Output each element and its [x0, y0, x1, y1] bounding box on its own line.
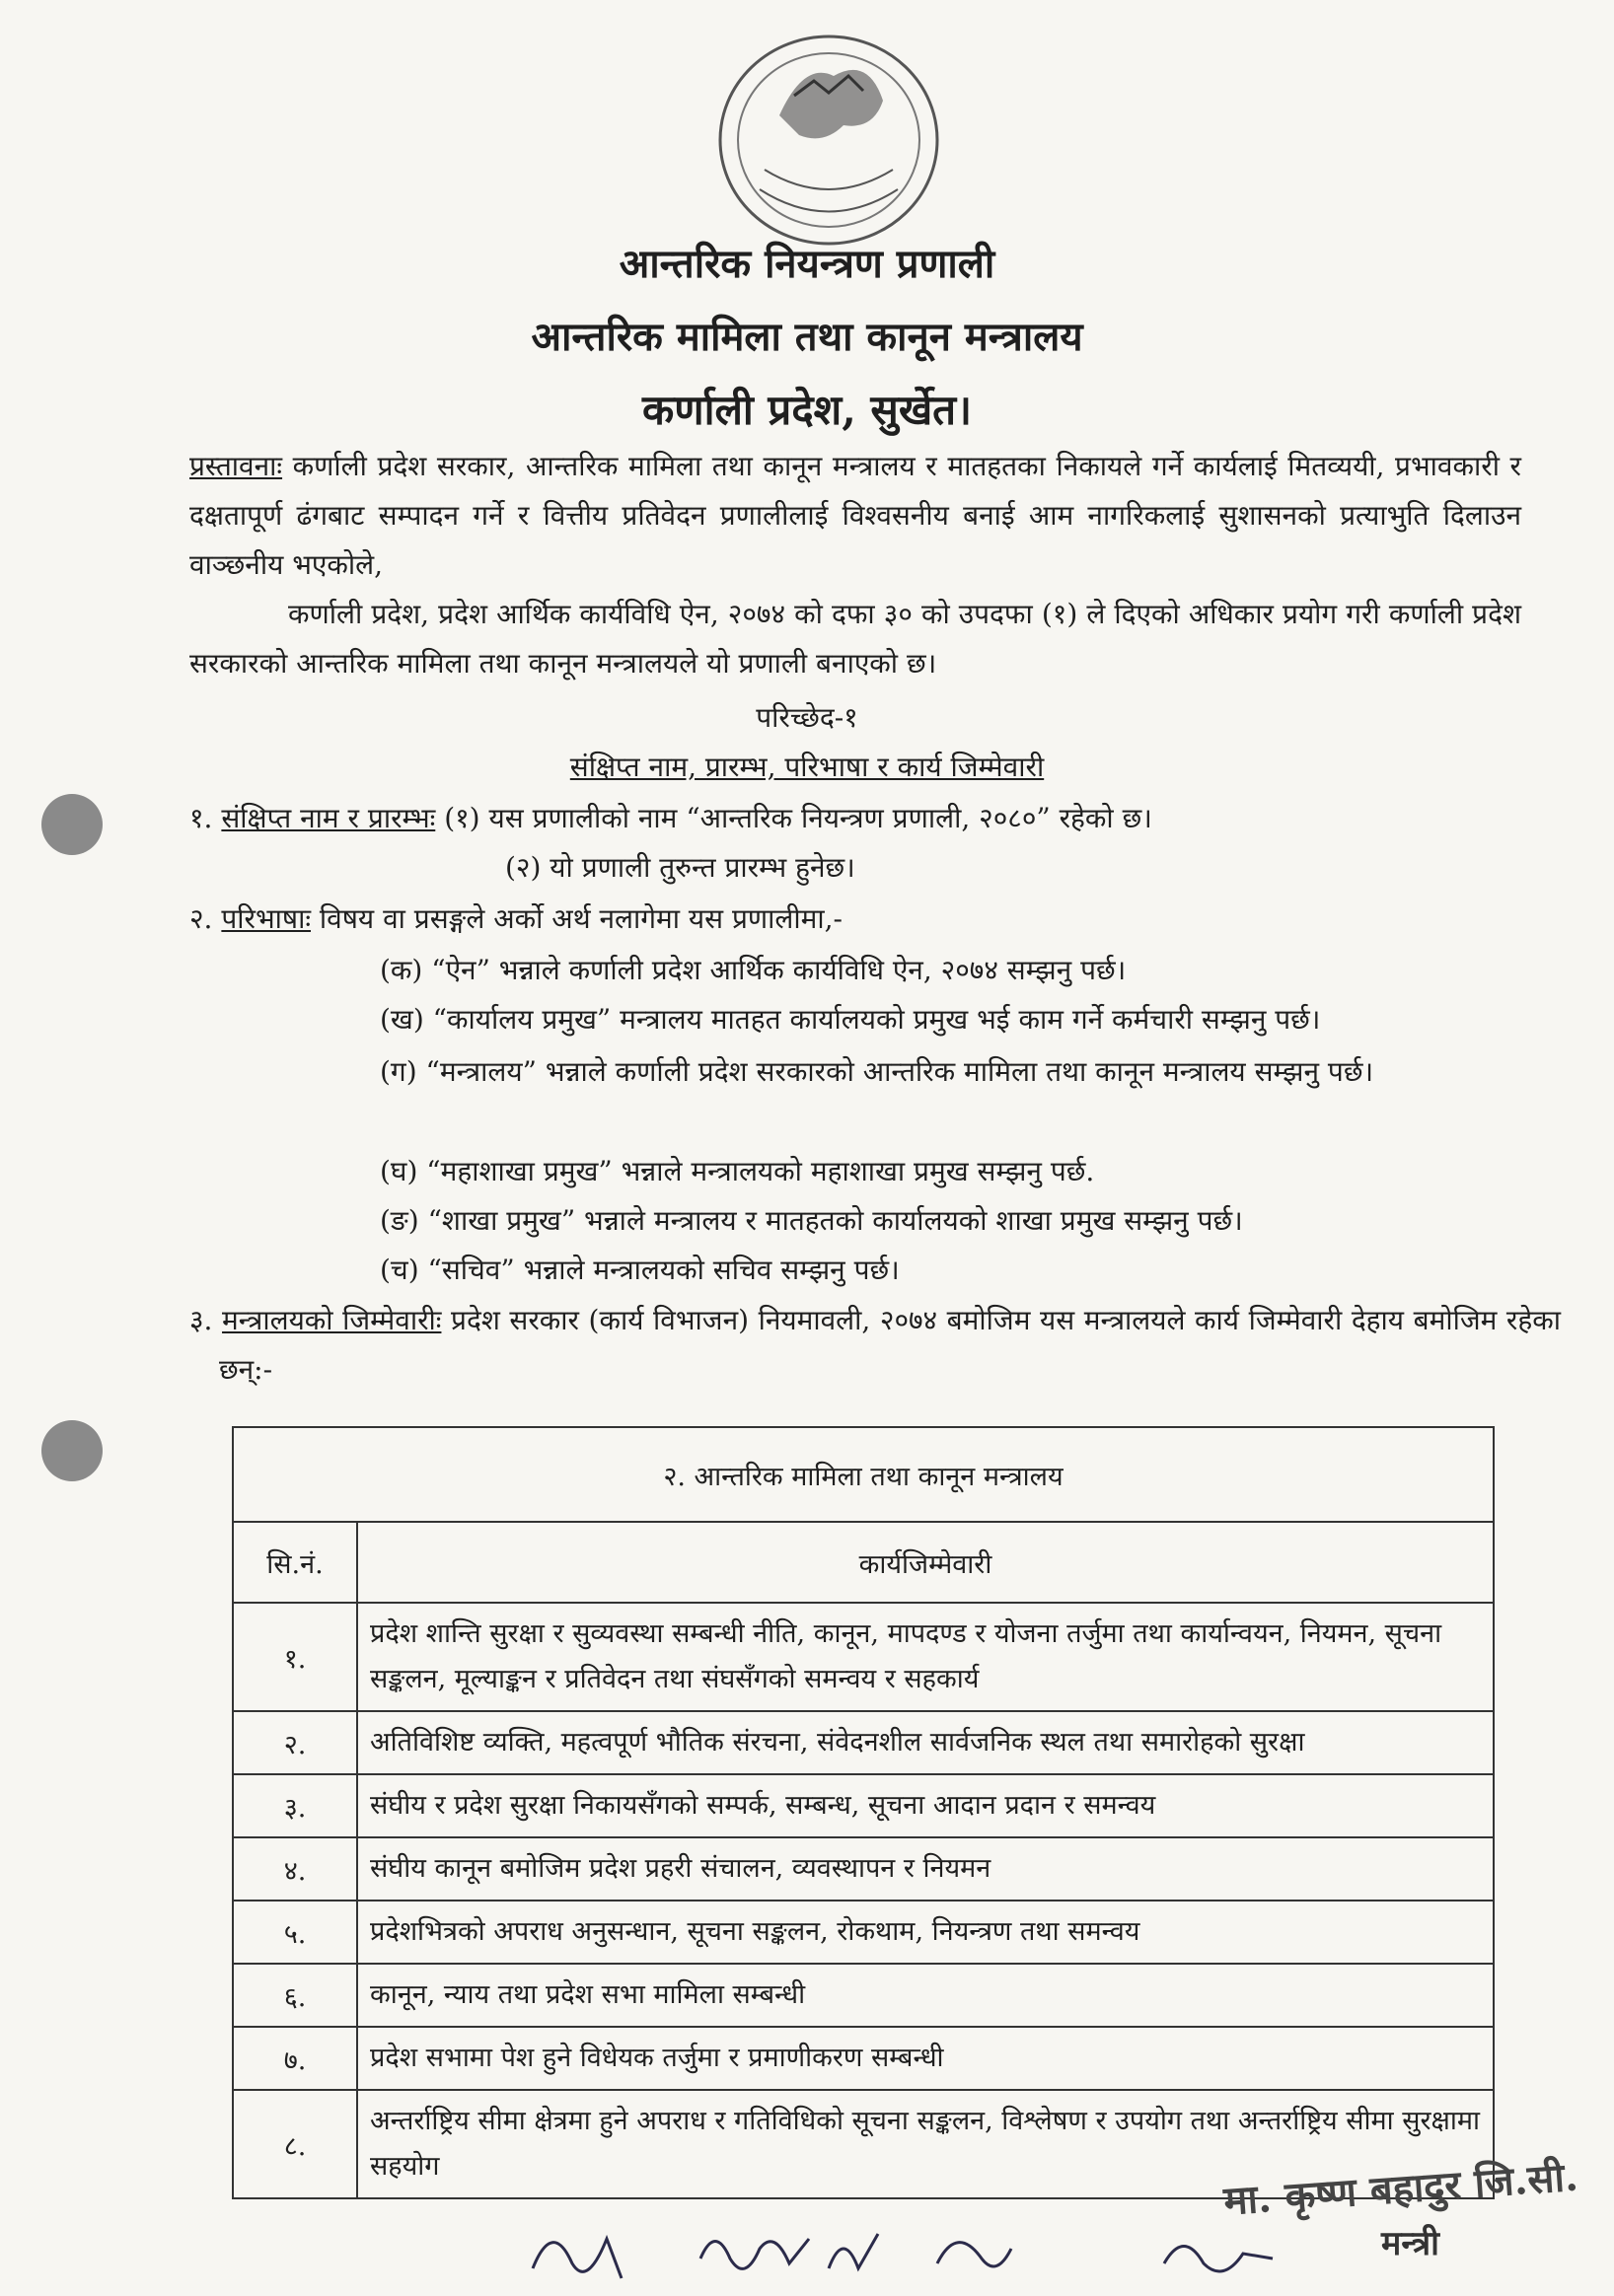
section-3-heading: मन्त्रालयको जिम्मेवारीः: [222, 1304, 442, 1336]
minister-title: मन्त्री: [1381, 2224, 1439, 2263]
definition-kha: (ख) “कार्यालय प्रमुख” मन्त्रालय मातहत कार्यालयको प्रमुख भई काम गर्ने कर्मचारी सम्झनु पर्छ।: [380, 1003, 1321, 1036]
preamble-text: कर्णाली प्रदेश सरकार, आन्तरिक मामिला तथा कानून मन्त्रालय र मातहतका निकायले गर्ने कार्यलाई मितव्ययी, प्रभावकारी र दक्षतापूर्ण ढंगबाट सम्पादन गर्ने र वित्तीय प्रतिवेदन प्रणालीलाई विश्वसनीय बनाई आम नागरिकलाई सुशासनको प्रत्याभुति दिलाउन वाञ्छनीय भएकोले,: [189, 450, 1521, 581]
section-3: ३. मन्त्रालयको जिम्मेवारीः प्रदेश सरकार (कार्य विभाजन) नियमावली, २०७४ बमोजिम यस मन्त्रालयले कार्य जिम्मेवारी देहाय बमोजिम रहेका छन्:-: [189, 1304, 1561, 1386]
signatures-icon: [513, 2209, 1322, 2296]
ministry-name: आन्तरिक मामिला तथा कानून मन्त्रालय: [531, 314, 1083, 360]
office-seal-icon: [705, 22, 952, 258]
document-title: आन्तरिक नियन्त्रण प्रणाली: [619, 241, 995, 287]
definition-ga: (ग) “मन्त्रालय” भन्नाले कर्णाली प्रदेश सरकारको आन्तरिक मामिला तथा कानून मन्त्रालय सम्झनु पर्छ।: [380, 1055, 1374, 1088]
table-row: ५. प्रदेशभित्रको अपराध अनुसन्धान, सूचना सङ्कलन, रोकथाम, नियन्त्रण तथा समन्वय: [233, 1901, 1494, 1964]
minister-name-stamp: मा. कृष्ण बहादुर जि.सी.: [1221, 2153, 1580, 2225]
province-location: कर्णाली प्रदेश, सुर्खेत।: [641, 386, 973, 434]
table-row: ८. अन्तर्राष्ट्रिय सीमा क्षेत्रमा हुने अपराध र गतिविधिको सूचना सङ्कलन, विश्लेषण र उपयोग तथा अन्तर्राष्ट्रिय सीमा सुरक्षामा सहयोग: [233, 2090, 1494, 2198]
preamble-label: प्रस्तावनाः: [189, 450, 283, 482]
section-1-clause-2: (२) यो प्रणाली तुरुन्त प्रारम्भ हुनेछ।: [505, 851, 855, 884]
chapter-title: संक्षिप्त नाम, प्रारम्भ, परिभाषा र कार्य जिम्मेवारी: [569, 751, 1045, 783]
section-2: २. परिभाषाः विषय वा प्रसङ्गले अर्को अर्थ नलागेमा यस प्रणालीमा,-: [189, 902, 844, 935]
responsibility-table: [232, 1426, 1495, 2199]
column-header-responsibility: कार्यजिम्मेवारी: [357, 1522, 1494, 1603]
table-row: ३. संघीय र प्रदेश सुरक्षा निकायसँगको सम्पर्क, सम्बन्ध, सूचना आदान प्रदान र समन्वय: [233, 1774, 1494, 1837]
table-row: ४. संघीय कानून बमोजिम प्रदेश प्रहरी संचालन, व्यवस्थापन र नियमन: [233, 1837, 1494, 1901]
definition-ka: (क) “ऐन” भन्नाले कर्णाली प्रदेश आर्थिक कार्यविधि ऐन, २०७४ सम्झनु पर्छ।: [380, 954, 1127, 986]
section-1-heading: संक्षिप्त नाम र प्रारम्भः: [221, 802, 436, 834]
authority-paragraph: कर्णाली प्रदेश, प्रदेश आर्थिक कार्यविधि ऐन, २०७४ को दफा ३० को उपदफा (१) ले दिएको अधिकार प्रयोग गरी कर्णाली प्रदेश सरकारको आन्तरिक मामिला तथा कानून मन्त्रालयले यो प्रणाली बनाएको छ।: [189, 598, 1521, 680]
table-row: २. अतिविशिष्ट व्यक्ति, महत्वपूर्ण भौतिक संरचना, संवेदनशील सार्वजनिक स्थल तथा समारोहको सुरक्षा: [233, 1711, 1494, 1774]
table-caption: २. आन्तरिक मामिला तथा कानून मन्त्रालय: [233, 1427, 1494, 1522]
punch-hole: [41, 794, 103, 855]
definition-gha: (घ) “महाशाखा प्रमुख” भन्नाले मन्त्रालयको महाशाखा प्रमुख सम्झनु पर्छ.: [380, 1155, 1095, 1187]
column-header-serial: सि.नं.: [233, 1522, 357, 1603]
section-2-heading: परिभाषाः: [221, 902, 312, 935]
section-1: १. संक्षिप्त नाम र प्रारम्भः (१) यस प्रणालीको नाम “आन्तरिक नियन्त्रण प्रणाली, २०८०” रहेको छ।: [189, 802, 1152, 834]
punch-hole: [41, 1420, 103, 1481]
table-row: ६. कानून, न्याय तथा प्रदेश सभा मामिला सम्बन्धी: [233, 1964, 1494, 2027]
definition-nga: (ङ) “शाखा प्रमुख” भन्नाले मन्त्रालय र मातहतको कार्यालयको शाखा प्रमुख सम्झनु पर्छ।: [380, 1204, 1243, 1237]
preamble-paragraph: [189, 442, 1521, 590]
chapter-number: परिच्छेद-१: [756, 701, 858, 734]
definition-cha: (च) “सचिव” भन्नाले मन्त्रालयको सचिव सम्झनु पर्छ।: [380, 1254, 900, 1286]
table-row: १. प्रदेश शान्ति सुरक्षा र सुव्यवस्था सम्बन्धी नीति, कानून, मापदण्ड र योजना तर्जुमा तथा कार्यान्वयन, नियमन, सूचना सङ्कलन, मूल्याङ्कन र प्रतिवेदन तथा संघसँगको समन्वय र सहकार्य: [233, 1603, 1494, 1711]
table-row: ७. प्रदेश सभामा पेश हुने विधेयक तर्जुमा र प्रमाणीकरण सम्बन्धी: [233, 2027, 1494, 2090]
